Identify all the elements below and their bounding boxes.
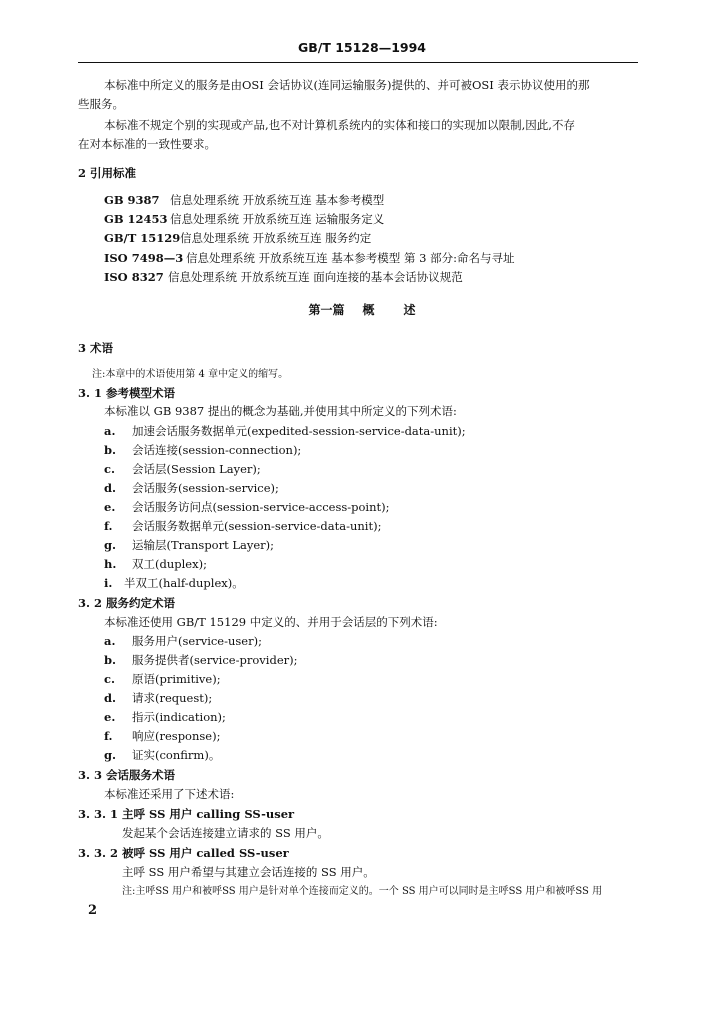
section-3-note: 注:本章中的术语使用第 4 章中定义的缩写。 [92, 369, 289, 380]
section-3-1-heading: 3. 1 参考模型术语 [78, 386, 176, 400]
intro-p2-line2: 在对本标准的一致性要求。 [78, 137, 216, 151]
list-item [104, 557, 207, 572]
reference-item [104, 251, 514, 266]
list-item [104, 653, 297, 668]
section-3-3-1-body: 发起某个会话连接建立请求的 SS 用户。 [122, 826, 329, 840]
reference-item [104, 193, 384, 208]
list-letter: a. [104, 424, 116, 438]
reference-title: 信息处理系统 开放系统互连 基本参考模型 [170, 193, 385, 207]
list-letter: b. [104, 443, 117, 457]
section-3-3-1-heading: 3. 3. 1 主呼 SS 用户 calling SS-user [78, 807, 295, 821]
list-item [104, 500, 390, 515]
reference-title: 信息处理系统 开放系统互连 运输服务定义 [170, 212, 385, 226]
list-letter: c. [104, 462, 116, 476]
reference-code: GB 9387 [104, 193, 160, 207]
list-letter: f. [104, 729, 113, 743]
list-text: 会话服务数据单元(session-service-data-unit); [132, 519, 382, 533]
list-item [104, 481, 279, 496]
list-item [104, 748, 220, 763]
list-item [104, 538, 274, 553]
list-letter: c. [104, 672, 116, 686]
list-letter: g. [104, 748, 117, 762]
reference-code: GB 12453 [104, 212, 168, 226]
part-title-char-1: 概 [362, 303, 375, 317]
intro-p2-line1: 本标准不规定个别的实现或产品,也不对计算机系统内的实体和接口的实现加以限制,因此,不存 [104, 118, 575, 132]
part-title-char-2: 述 [403, 303, 416, 317]
list-text: 会话连接(session-connection); [132, 443, 302, 457]
reference-item [104, 231, 371, 246]
list-text: 加速会话服务数据单元(expedited-session-service-data-unit); [132, 424, 466, 438]
header-rule [78, 62, 638, 63]
list-text: 半双工(half-duplex)。 [124, 576, 244, 590]
list-text: 请求(request); [132, 691, 213, 705]
list-item [104, 672, 221, 687]
list-letter: b. [104, 653, 117, 667]
list-text: 指示(indication); [132, 710, 226, 724]
reference-item [104, 270, 463, 285]
reference-item [104, 212, 384, 227]
reference-title: 信息处理系统 开放系统互连 面向连接的基本会话协议规范 [168, 270, 463, 284]
list-letter: d. [104, 481, 117, 495]
section-3-3-2-heading: 3. 3. 2 被呼 SS 用户 called SS-user [78, 846, 289, 860]
list-text: 会话服务访问点(session-service-access-point); [132, 500, 390, 514]
list-text: 运输层(Transport Layer); [132, 538, 275, 552]
list-item [104, 634, 262, 649]
list-letter: d. [104, 691, 117, 705]
reference-title: 信息处理系统 开放系统互连 基本参考模型 第 3 部分:命名与寻址 [186, 251, 515, 265]
list-letter: e. [104, 500, 116, 514]
list-item [104, 443, 301, 458]
list-text: 会话服务(session-service); [132, 481, 279, 495]
list-item [104, 691, 212, 706]
list-letter: g. [104, 538, 117, 552]
section-3-3-2-note: 注:主呼SS 用户和被呼SS 用户是针对单个连接而定义的。一个 SS 用户可以同时是主呼SS 用户和被呼SS 用 [122, 886, 603, 897]
list-letter: i. [104, 576, 113, 590]
list-text: 服务提供者(service-provider); [132, 653, 298, 667]
list-text: 双工(duplex); [132, 557, 207, 571]
list-letter: e. [104, 710, 116, 724]
list-item [104, 462, 261, 477]
list-item [104, 519, 381, 534]
section-3-3-heading: 3. 3 会话服务术语 [78, 768, 176, 782]
section-3-1-intro: 本标准以 GB 9387 提出的概念为基础,并使用其中所定义的下列术语: [104, 404, 457, 418]
list-item [104, 424, 466, 439]
list-text: 会话层(Session Layer); [132, 462, 261, 476]
intro-p1-line2: 些服务。 [78, 97, 124, 111]
list-letter: f. [104, 519, 113, 533]
section-3-3-intro: 本标准还采用了下述术语: [104, 787, 235, 801]
list-item [104, 710, 226, 725]
section-3-2-heading: 3. 2 服务约定术语 [78, 596, 176, 610]
section-2-heading: 2 引用标准 [78, 166, 137, 180]
list-letter: a. [104, 634, 116, 648]
reference-code: GB/T 15129 [104, 231, 181, 245]
reference-code: ISO 8327 [104, 270, 164, 284]
list-item [104, 576, 244, 591]
part-title-number: 第一篇 [308, 303, 345, 317]
section-3-heading: 3 术语 [78, 341, 114, 355]
intro-p1-line1: 本标准中所定义的服务是由OSI 会话协议(连同运输服务)提供的、并可被OSI 表示协议使用的那 [104, 78, 590, 92]
list-text: 原语(primitive); [132, 672, 221, 686]
list-text: 服务用户(service-user); [132, 634, 262, 648]
section-3-3-2-body: 主呼 SS 用户希望与其建立会话连接的 SS 用户。 [122, 865, 375, 879]
page-number: 2 [88, 903, 98, 918]
list-letter: h. [104, 557, 117, 571]
section-3-2-intro: 本标准还使用 GB/T 15129 中定义的、并用于会话层的下列术语: [104, 615, 438, 629]
reference-title: 信息处理系统 开放系统互连 服务约定 [180, 231, 372, 245]
part-title [0, 301, 724, 318]
list-item [104, 729, 220, 744]
reference-code: ISO 7498—3 [104, 251, 184, 265]
list-text: 证实(confirm)。 [132, 748, 221, 762]
page-header: GB/T 15128—1994 [297, 40, 426, 55]
list-text: 响应(response); [132, 729, 221, 743]
